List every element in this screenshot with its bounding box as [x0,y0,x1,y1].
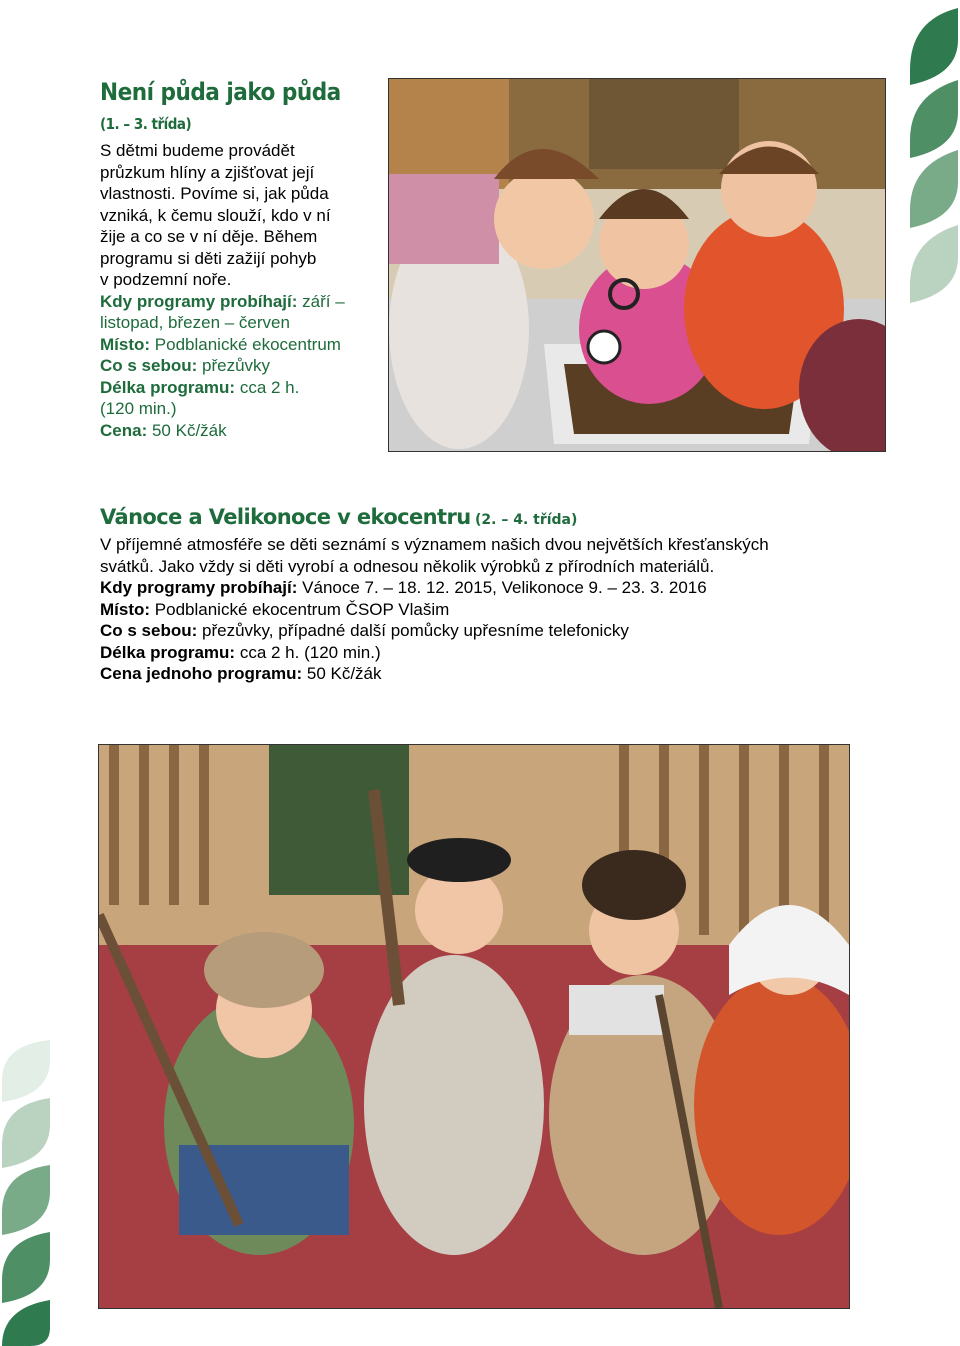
section2-place-label: Místo: [100,599,151,619]
section1-place [100,334,380,356]
section2-price-value: 50 Kč/žák [306,664,382,683]
section1-bring [100,355,380,377]
section2-when [100,577,880,599]
section1-title: Není půda jako půda [100,78,341,106]
section1-line-2: průzkum hlíny a zjišťovat její [100,162,315,182]
leaf-decoration-top-right [900,0,960,310]
section2-bring [100,620,880,642]
section1-price [100,420,380,442]
section1-when-value-2: listopad, březen – červen [100,313,290,332]
section2-description [100,534,880,685]
section1-price-label: Cena: [100,420,148,440]
section2-duration-value: cca 2 h. (120 min.) [239,642,381,662]
section2-duration [100,642,880,664]
section1-when-label: Kdy programy probíhají: [100,291,298,311]
section2-bring-label: Co s sebou: [100,621,198,640]
section1-when-value-1: září – [302,291,345,311]
section1-description [100,140,380,441]
section2-line-2: svátků. Jako vždy si děti vyrobí a odnesou několik výrobků z přírodních materiálů. [100,556,715,576]
section2-bring-value: přezůvky, případné další pomůcky upřesníme telefonicky [202,621,629,640]
section1-place-label: Místo: [100,334,151,354]
section1-line-3: vlastnosti. Povíme si, jak půda [100,184,329,203]
section1-line-5: žije a co se v ní děje. Během [100,227,318,246]
children-in-costumes-photo [98,744,850,1309]
section1-duration-value-2: (120 min.) [100,399,177,418]
section2-place-value: Podblanické ekocentrum ČSOP Vlašim [154,599,450,619]
section1-duration-value-1: cca 2 h. [239,377,300,397]
section1-price-value: 50 Kč/žák [151,420,227,440]
section1-grade: (1. – 3. třída) [100,115,192,133]
section2-price [100,663,880,685]
section2-when-label: Kdy programy probíhají: [100,578,298,597]
section1-line-6: programu si děti zažijí pohyb [100,248,317,268]
section2-heading-row [100,505,577,529]
leaf-decoration-bottom-left [0,1040,60,1346]
section1-bring-value: přezůvky [202,356,271,375]
section1-duration [100,377,380,399]
section1-duration-label: Délka programu: [100,377,236,397]
section1-line-7: v podzemní noře. [100,270,232,289]
section1-place-value: Podblanické ekocentrum [154,334,341,354]
section1-line-1: S dětmi budeme provádět [100,141,295,160]
section1-line-4: vzniká, k čemu slouží, kdo v ní [100,205,331,225]
section2-title: Vánoce a Velikonoce v ekocentru [100,505,471,529]
section1-when [100,291,380,313]
section2-price-label: Cena jednoho programu: [100,664,303,683]
children-examining-soil-photo [388,78,886,452]
section2-when-value: Vánoce 7. – 18. 12. 2015, Velikonoce 9. – 23. 3. 2016 [302,578,707,597]
section2-line-1: V příjemné atmosféře se děti seznámí s významem našich dvou největších křesťanských [100,535,769,554]
section1-bring-label: Co s sebou: [100,356,198,375]
section2-place [100,599,880,621]
section2-duration-label: Délka programu: [100,642,236,662]
section2-grade: (2. – 4. třída) [475,512,578,528]
